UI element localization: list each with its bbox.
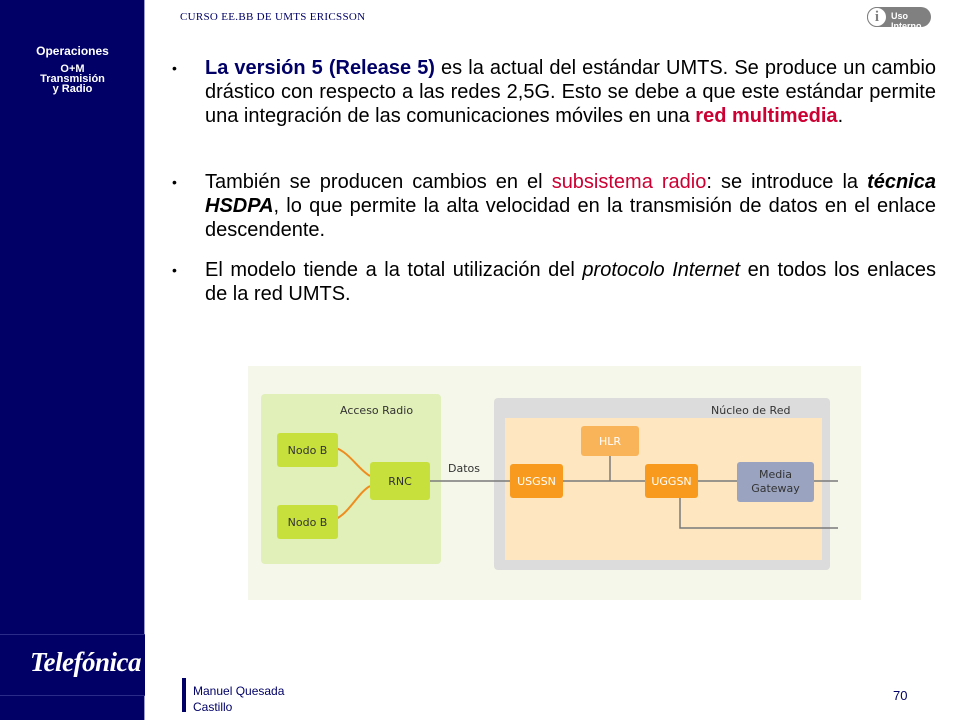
bullet-item xyxy=(172,56,936,160)
subsection-title xyxy=(0,64,145,94)
bullet-item xyxy=(172,170,936,250)
subsection-line: y Radio xyxy=(52,83,93,95)
bullet-dot-icon: • xyxy=(172,262,177,278)
section-title: Operaciones xyxy=(36,44,109,58)
media-gateway-label-line1: Media xyxy=(758,468,793,481)
nodo-b-2-label: Nodo B xyxy=(287,516,328,529)
logo-text: Telefónica xyxy=(30,647,141,677)
bullet-segment: , lo que permite la alta velocidad en la transmisión de datos en el enlace descendente. xyxy=(205,195,936,241)
bullet-segment: subsistema radio xyxy=(551,171,707,193)
footer-divider xyxy=(182,678,186,712)
bullet-dot-icon: • xyxy=(172,60,177,76)
media-gateway-label-line2: Gateway xyxy=(751,482,800,495)
usgsn-label: USGSN xyxy=(517,475,556,488)
bullet-segment: técnica HSDPA xyxy=(205,171,936,217)
badge-label: Uso Interno xyxy=(891,11,922,31)
core-network-label: Núcleo de Red xyxy=(711,404,791,417)
subsection-line: Transmisión xyxy=(40,73,105,85)
bullet-segment: La versión 5 (Release 5) xyxy=(205,57,435,79)
bullet-segment: El modelo tiende a la total utilización del xyxy=(205,259,583,281)
bullet-segment: . xyxy=(837,105,844,127)
bullet-segment: protocolo Internet xyxy=(582,259,741,281)
bullet-segment: : se introduce la xyxy=(706,171,868,193)
author-line: Manuel Quesada xyxy=(193,684,285,698)
nodo-b-1-label: Nodo B xyxy=(287,444,328,457)
hlr-label: HLR xyxy=(598,435,622,448)
bullet-item xyxy=(172,258,936,314)
subsection-line: O+M xyxy=(60,63,85,75)
author xyxy=(193,683,284,715)
datos-label: Datos xyxy=(448,462,480,475)
bullet-segment: es la actual del estándar UMTS. Se produce un cambio drástico con respecto a las redes 2,5G. Esto se debe a que este estándar permite una integración de las comunicaciones móviles en una xyxy=(205,57,937,127)
uggsn-label: UGGSN xyxy=(651,475,692,488)
rnc-label: RNC xyxy=(388,475,412,488)
sidebar xyxy=(0,0,145,720)
bullet-segment: red multimedia xyxy=(695,105,838,127)
bullet-dot-icon: • xyxy=(172,174,177,190)
page-number: 70 xyxy=(893,688,908,703)
bullet-text xyxy=(205,56,936,128)
network-diagram-svg xyxy=(248,366,861,600)
bullet-segment: en todos los enlaces de la red UMTS. xyxy=(205,259,937,305)
bullet-text xyxy=(205,170,936,242)
umts-network-diagram xyxy=(248,366,861,600)
uso-interno-badge xyxy=(867,7,931,31)
author-line: Castillo xyxy=(193,700,233,714)
access-radio-label: Acceso Radio xyxy=(340,404,414,417)
course-title: CURSO EE.BB DE UMTS ERICSSON xyxy=(180,11,366,23)
bullet-text xyxy=(205,258,936,306)
telefonica-logo xyxy=(0,634,145,696)
bullet-segment: También se producen cambios en el xyxy=(205,171,552,193)
info-icon: i xyxy=(867,7,887,27)
